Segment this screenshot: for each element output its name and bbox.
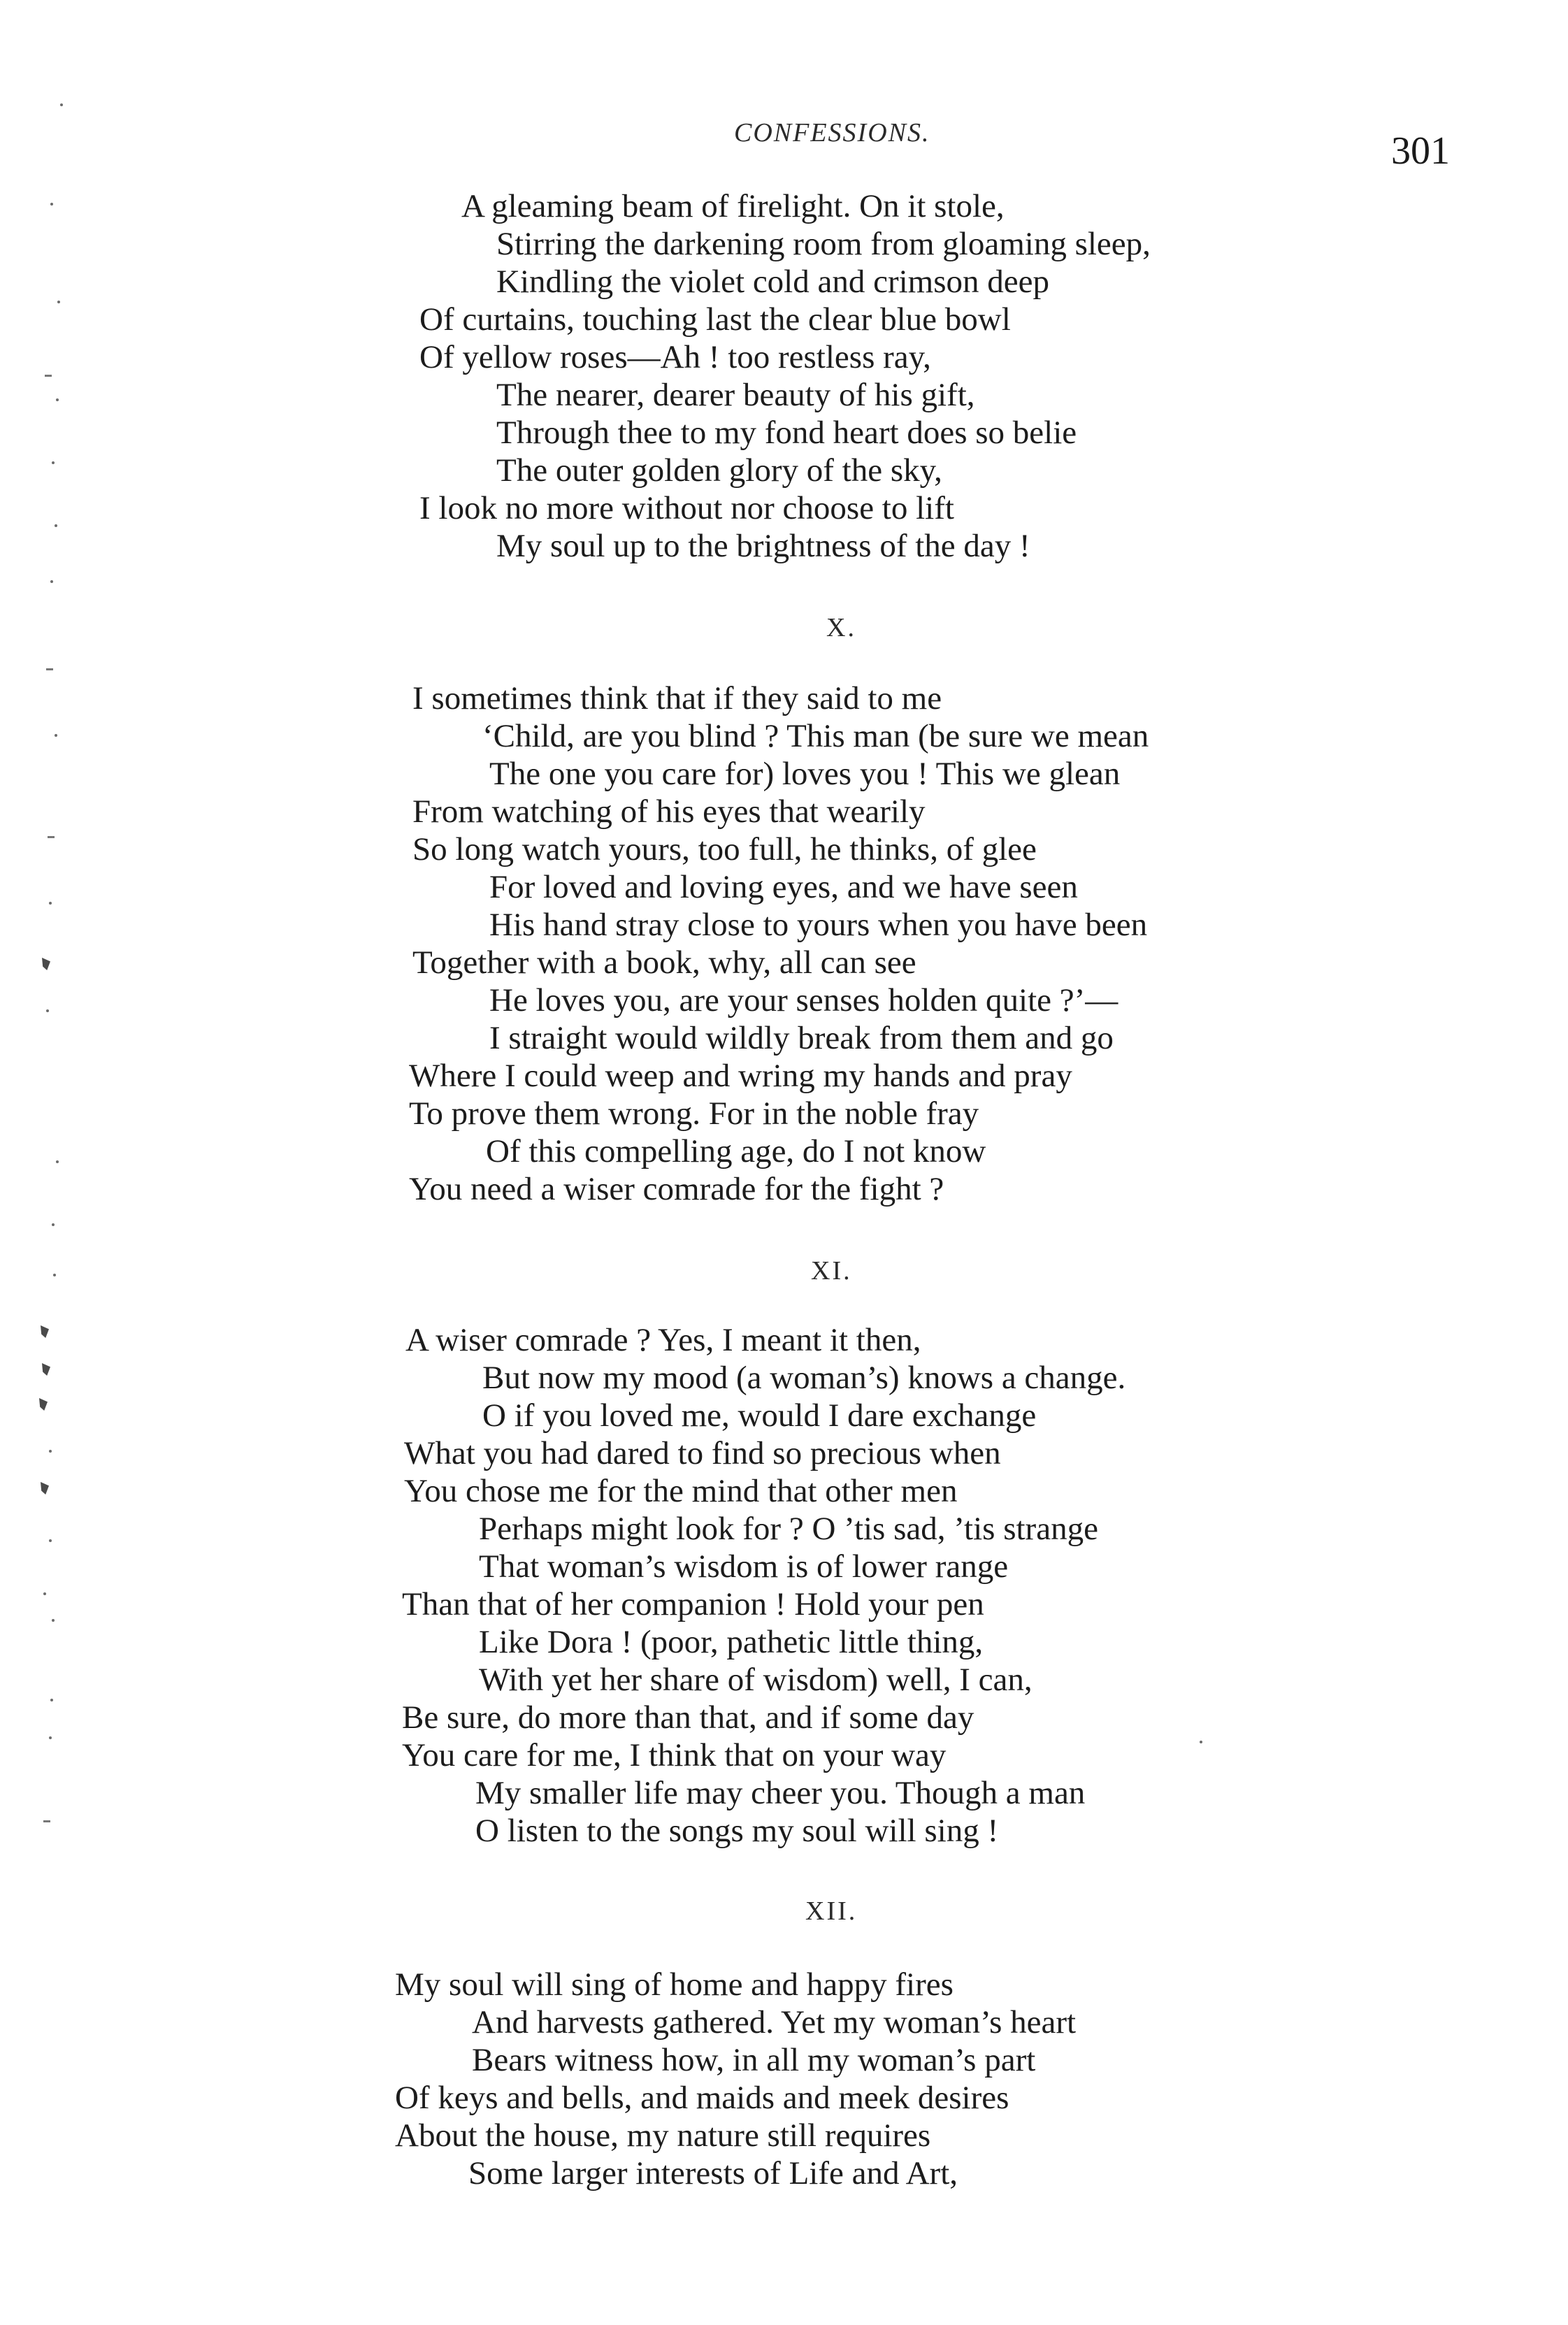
poem-line: But now my mood (a woman’s) knows a change. <box>482 1360 1126 1396</box>
poem-line: Together with a book, why, all can see <box>412 944 916 981</box>
poem-line: His hand stray close to yours when you have been <box>489 907 1148 943</box>
margin-mark <box>42 1363 50 1376</box>
poem-line: So long watch yours, too full, he thinks, of glee <box>412 831 1037 868</box>
margin-speck <box>60 103 63 106</box>
poem-line: You need a wiser comrade for the fight ? <box>409 1171 944 1207</box>
poem-line: My soul up to the brightness of the day ! <box>496 528 1030 564</box>
poem-line: Of curtains, touching last the clear blue bowl <box>419 301 1011 338</box>
margin-speck <box>1200 1741 1202 1743</box>
poem-line: O if you loved me, would I dare exchange <box>482 1397 1037 1434</box>
poem-line: Of yellow roses—Ah ! too restless ray, <box>419 339 931 375</box>
poem-line: Than that of her companion ! Hold your pen <box>402 1586 984 1622</box>
poem-line: I straight would wildly break from them and go <box>489 1020 1114 1056</box>
poem-line: I look no more without nor choose to lift <box>419 490 954 526</box>
poem-line: ‘Child, are you blind ? This man (be sure we mean <box>482 718 1149 754</box>
margin-speck <box>50 580 53 583</box>
poem-line: Some larger interests of Life and Art, <box>468 2155 958 2191</box>
poem-line: Kindling the violet cold and crimson deep <box>496 264 1049 300</box>
margin-speck <box>57 301 60 303</box>
poem-line: For loved and loving eyes, and we have seen <box>489 869 1078 905</box>
margin-dash <box>43 1820 50 1822</box>
section-numeral-xi: XI. <box>811 1256 852 1286</box>
poem-line: Through thee to my fond heart does so belie <box>496 415 1077 451</box>
poem-line: A wiser comrade ? Yes, I meant it then, <box>405 1322 921 1358</box>
poem-line: To prove them wrong. For in the noble fray <box>409 1095 979 1132</box>
margin-mark <box>39 1398 48 1411</box>
margin-speck <box>55 524 57 527</box>
margin-mark <box>41 1482 49 1495</box>
section-numeral-xii: XII. <box>805 1896 858 1926</box>
margin-speck <box>49 1450 52 1453</box>
margin-speck <box>56 1160 59 1163</box>
poem-line: You care for me, I think that on your way <box>402 1737 947 1773</box>
poem-line: From watching of his eyes that wearily <box>412 793 926 830</box>
margin-speck <box>53 1274 56 1276</box>
poem-line: I sometimes think that if they said to me <box>412 680 942 717</box>
poem-line: Of keys and bells, and maids and meek desires <box>395 2080 1009 2116</box>
margin-speck <box>52 1619 55 1622</box>
poem-line: And harvests gathered. Yet my woman’s heart <box>472 2004 1077 2040</box>
poem-line: You chose me for the mind that other men <box>404 1473 958 1509</box>
poem-line: Where I could weep and wring my hands and pray <box>409 1058 1072 1094</box>
margin-speck <box>49 1736 52 1739</box>
margin-speck <box>55 734 57 737</box>
margin-speck <box>49 902 52 905</box>
margin-speck <box>43 1592 46 1595</box>
poem-line: That woman’s wisdom is of lower range <box>479 1548 1009 1585</box>
margin-dash <box>48 836 55 838</box>
poem-line: The outer golden glory of the sky, <box>496 452 942 489</box>
margin-speck <box>52 461 55 464</box>
margin-speck <box>50 203 53 206</box>
poem-line: Of this compelling age, do I not know <box>486 1133 986 1169</box>
margin-speck <box>56 398 59 401</box>
poem-line: Bears witness how, in all my woman’s part <box>472 2042 1036 2078</box>
poem-line: My soul will sing of home and happy fires <box>395 1966 954 2003</box>
margin-speck <box>49 1539 52 1542</box>
poem-line: Be sure, do more than that, and if some day <box>402 1699 974 1736</box>
poem-line: With yet her share of wisdom) well, I can, <box>479 1662 1033 1698</box>
poem-line: About the house, my nature still requires <box>395 2117 931 2154</box>
poem-line: Like Dora ! (poor, pathetic little thing, <box>479 1624 984 1660</box>
margin-mark <box>41 1325 49 1338</box>
margin-dash <box>45 375 52 377</box>
poem-line: The one you care for) loves you ! This we glean <box>489 756 1121 792</box>
margin-dash <box>46 668 53 670</box>
margin-speck <box>52 1223 55 1226</box>
poem-line: Perhaps might look for ? O ’tis sad, ’tis strange <box>479 1511 1098 1547</box>
page-number: 301 <box>1391 129 1450 173</box>
poem-line: He loves you, are your senses holden quite ?’— <box>489 982 1119 1018</box>
poem-line: The nearer, dearer beauty of his gift, <box>496 377 975 413</box>
poem-line: Stirring the darkening room from gloaming sleep, <box>496 226 1151 262</box>
poem-line: My smaller life may cheer you. Though a man <box>475 1775 1086 1811</box>
section-numeral-x: X. <box>826 613 856 642</box>
poem-line: A gleaming beam of firelight. On it stole, <box>461 188 1005 224</box>
poem-line: What you had dared to find so precious when <box>404 1435 1001 1471</box>
margin-speck <box>46 1009 49 1012</box>
margin-mark <box>42 958 50 970</box>
margin-speck <box>50 1699 53 1701</box>
poem-line: O listen to the songs my soul will sing ! <box>475 1813 999 1849</box>
running-title: CONFESSIONS. <box>734 118 930 147</box>
